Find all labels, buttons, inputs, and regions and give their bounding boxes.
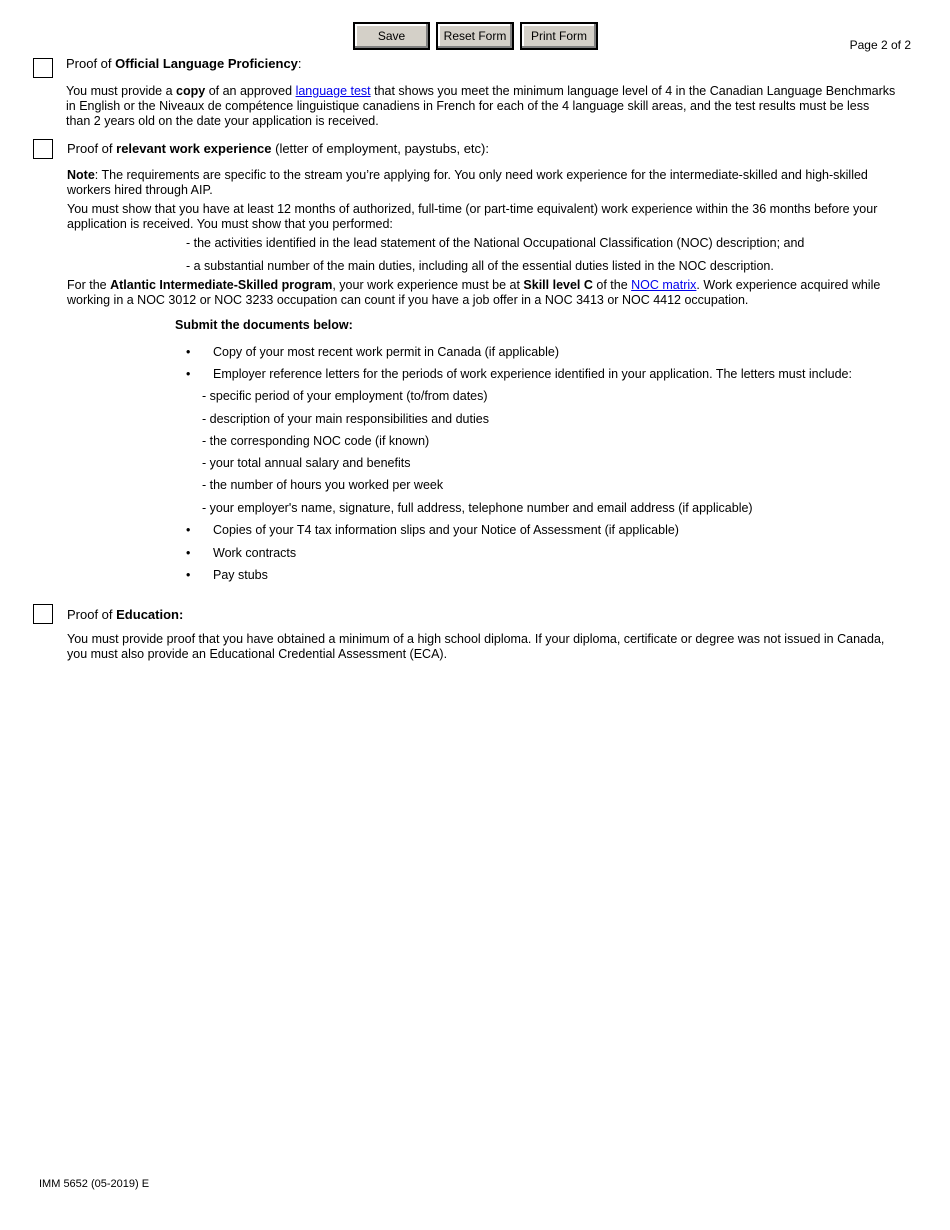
reset-form-button[interactable]: Reset Form [436, 22, 514, 50]
education-text: You must provide proof that you have obtained a minimum of a high school diploma. If your diploma, certificate or degree was not issued in Canada, you must also provide an Educational Credential Assessment (ECA). [67, 632, 885, 661]
bullet-icon: • [186, 546, 191, 560]
sub-list-item: - specific period of your employment (to/from dates) [202, 389, 488, 403]
sub-list-item: - your total annual salary and benefits [202, 456, 411, 470]
work-experience-checkbox[interactable] [33, 139, 53, 159]
list-item: Copies of your T4 tax information slips and your Notice of Assessment (if applicable) [213, 523, 679, 537]
work-dash-item: - the activities identified in the lead statement of the National Occupational Classification (NOC) description; and [186, 236, 805, 250]
skill-level-text: For the Atlantic Intermediate-Skilled program, your work experience must be at Skill level C of the NOC matrix. Work experience acquired while working in a NOC 3012 or NOC 3233 occupation can count if you have a job offer in a NOC 3413 or NOC 4412 occupation. [67, 278, 881, 307]
save-button[interactable]: Save [353, 22, 430, 50]
form-id: IMM 5652 (05-2019) E [39, 1178, 150, 1190]
work-dash-item: - a substantial number of the main duties, including all of the essential duties listed in the NOC description. [186, 259, 774, 273]
education-checkbox[interactable] [33, 604, 53, 624]
education-heading: Proof of Education: [67, 607, 184, 622]
work-requirement-text: You must show that you have at least 12 months of authorized, full-time (or part-time equivalent) work experience within the 36 months before your application is received. You must show that you performed: [67, 202, 878, 231]
print-form-button[interactable]: Print Form [520, 22, 598, 50]
list-item: Employer reference letters for the periods of work experience identified in your application. The letters must include: [213, 367, 852, 381]
submit-documents-heading: Submit the documents below: [175, 318, 353, 332]
bullet-icon: • [186, 367, 191, 381]
list-item: Copy of your most recent work permit in Canada (if applicable) [213, 345, 559, 359]
language-proficiency-heading: Proof of Official Language Proficiency: [66, 56, 302, 71]
language-proficiency-text: You must provide a copy of an approved language test that shows you meet the minimum language level of 4 in the Canadian Language Benchmarks in English or the Niveaux de compétence linguistique canadiens in French for each of the 4 language skill areas, and the test results must be less than 2 years old on the date your application is received. [66, 84, 896, 128]
sub-list-item: - description of your main responsibilities and duties [202, 412, 489, 426]
list-item: Work contracts [213, 546, 297, 560]
list-item: Pay stubs [213, 568, 268, 582]
language-proficiency-checkbox[interactable] [33, 58, 53, 78]
sub-list-item: - your employer's name, signature, full address, telephone number and email address (if applicable) [202, 501, 753, 515]
bullet-icon: • [186, 523, 191, 537]
bullet-icon: • [186, 345, 191, 359]
language-test-link[interactable]: language test [295, 84, 371, 98]
bullet-icon: • [186, 568, 191, 582]
work-experience-heading: Proof of relevant work experience (letter of employment, paystubs, etc): [67, 141, 489, 156]
noc-matrix-link[interactable]: NOC matrix [631, 278, 697, 292]
work-note: Note: The requirements are specific to the stream you’re applying for. You only need work experience for the intermediate-skilled and high-skilled workers hired through AIP. [67, 168, 868, 197]
page-number: Page 2 of 2 [849, 38, 911, 52]
sub-list-item: - the number of hours you worked per week [202, 478, 444, 492]
sub-list-item: - the corresponding NOC code (if known) [202, 434, 430, 448]
